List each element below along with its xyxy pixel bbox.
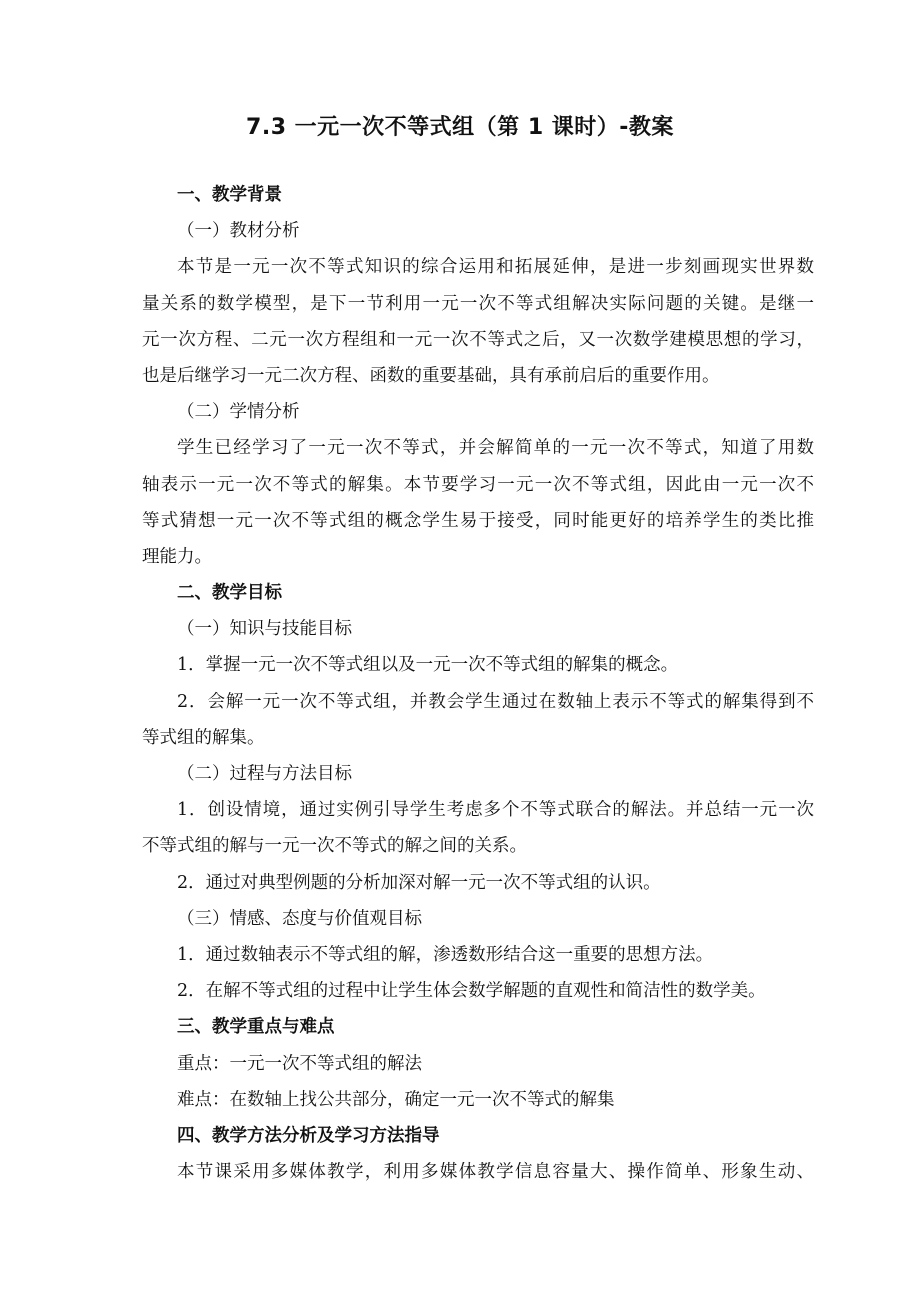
- paragraph-line: 等式组的解集。: [142, 727, 265, 748]
- subsection-heading: （一）教材分析: [177, 221, 300, 242]
- paragraph-line: 本节是一元一次不等式知识的综合运用和拓展延伸，是进一步刻画现实世界数: [177, 257, 814, 278]
- section-heading: 三、教学重点与难点: [177, 1017, 335, 1038]
- paragraph-line: 量关系的数学模型，是下一节利用一元一次不等式组解决实际问题的关键。是继一: [142, 293, 814, 314]
- paragraph-line: 学生已经学习了一元一次不等式，并会解简单的一元一次不等式，知道了用数: [177, 438, 814, 459]
- paragraph-line: 1．创设情境，通过实例引导学生考虑多个不等式联合的解法。并总结一元一次: [177, 800, 814, 821]
- document-body: [142, 177, 814, 1190]
- paragraph-line: 重点：一元一次不等式组的解法: [177, 1053, 422, 1074]
- paragraph-line: 难点：在数轴上找公共部分，确定一元一次不等式的解集: [177, 1089, 615, 1110]
- paragraph-line: 2．通过对典型例题的分析加深对解一元一次不等式组的认识。: [177, 872, 661, 893]
- paragraph-line: 1．通过数轴表示不等式组的解，渗透数形结合这一重要的思想方法。: [177, 944, 714, 965]
- section-heading: 一、教学背景: [177, 185, 282, 205]
- paragraph-line: 元一次方程、二元一次方程组和一元一次不等式之后，又一次数学建模思想的学习，: [142, 329, 814, 350]
- section-heading: 二、教学目标: [177, 583, 282, 604]
- paragraph-line: 轴表示一元一次不等式的解集。本节要学习一元一次不等式组，因此由一元一次不: [142, 474, 814, 495]
- subsection-heading: （二）学情分析: [177, 402, 300, 423]
- subsection-heading: （一）知识与技能目标: [177, 619, 352, 640]
- paragraph-line: 等式猜想一元一次不等式组的概念学生易于接受，同时能更好的培养学生的类比推: [142, 510, 814, 531]
- paragraph-line: 也是后继学习一元二次方程、函数的重要基础，具有承前启后的重要作用。: [142, 365, 720, 386]
- paragraph-line: 不等式组的解与一元一次不等式的解之间的关系。: [142, 836, 527, 857]
- paragraph-line: 本节课采用多媒体教学，利用多媒体教学信息容量大、操作简单、形象生动、: [177, 1162, 814, 1183]
- paragraph-line: 1．掌握一元一次不等式组以及一元一次不等式组的解集的概念。: [177, 655, 679, 676]
- paragraph-line: 理能力。: [142, 546, 212, 567]
- section-heading: 四、教学方法分析及学习方法指导: [177, 1125, 440, 1146]
- subsection-heading: （二）过程与方法目标: [177, 764, 352, 784]
- subsection-heading: （三）情感、态度与价值观目标: [177, 908, 422, 929]
- document-title: 7.3 一元一次不等式组（第 1 课时）-教案: [246, 115, 674, 140]
- paragraph-line: 2．会解一元一次不等式组，并教会学生通过在数轴上表示不等式的解集得到不: [177, 691, 814, 712]
- paragraph-line: 2．在解不等式组的过程中让学生体会数学解题的直观性和简洁性的数学美。: [177, 981, 766, 1002]
